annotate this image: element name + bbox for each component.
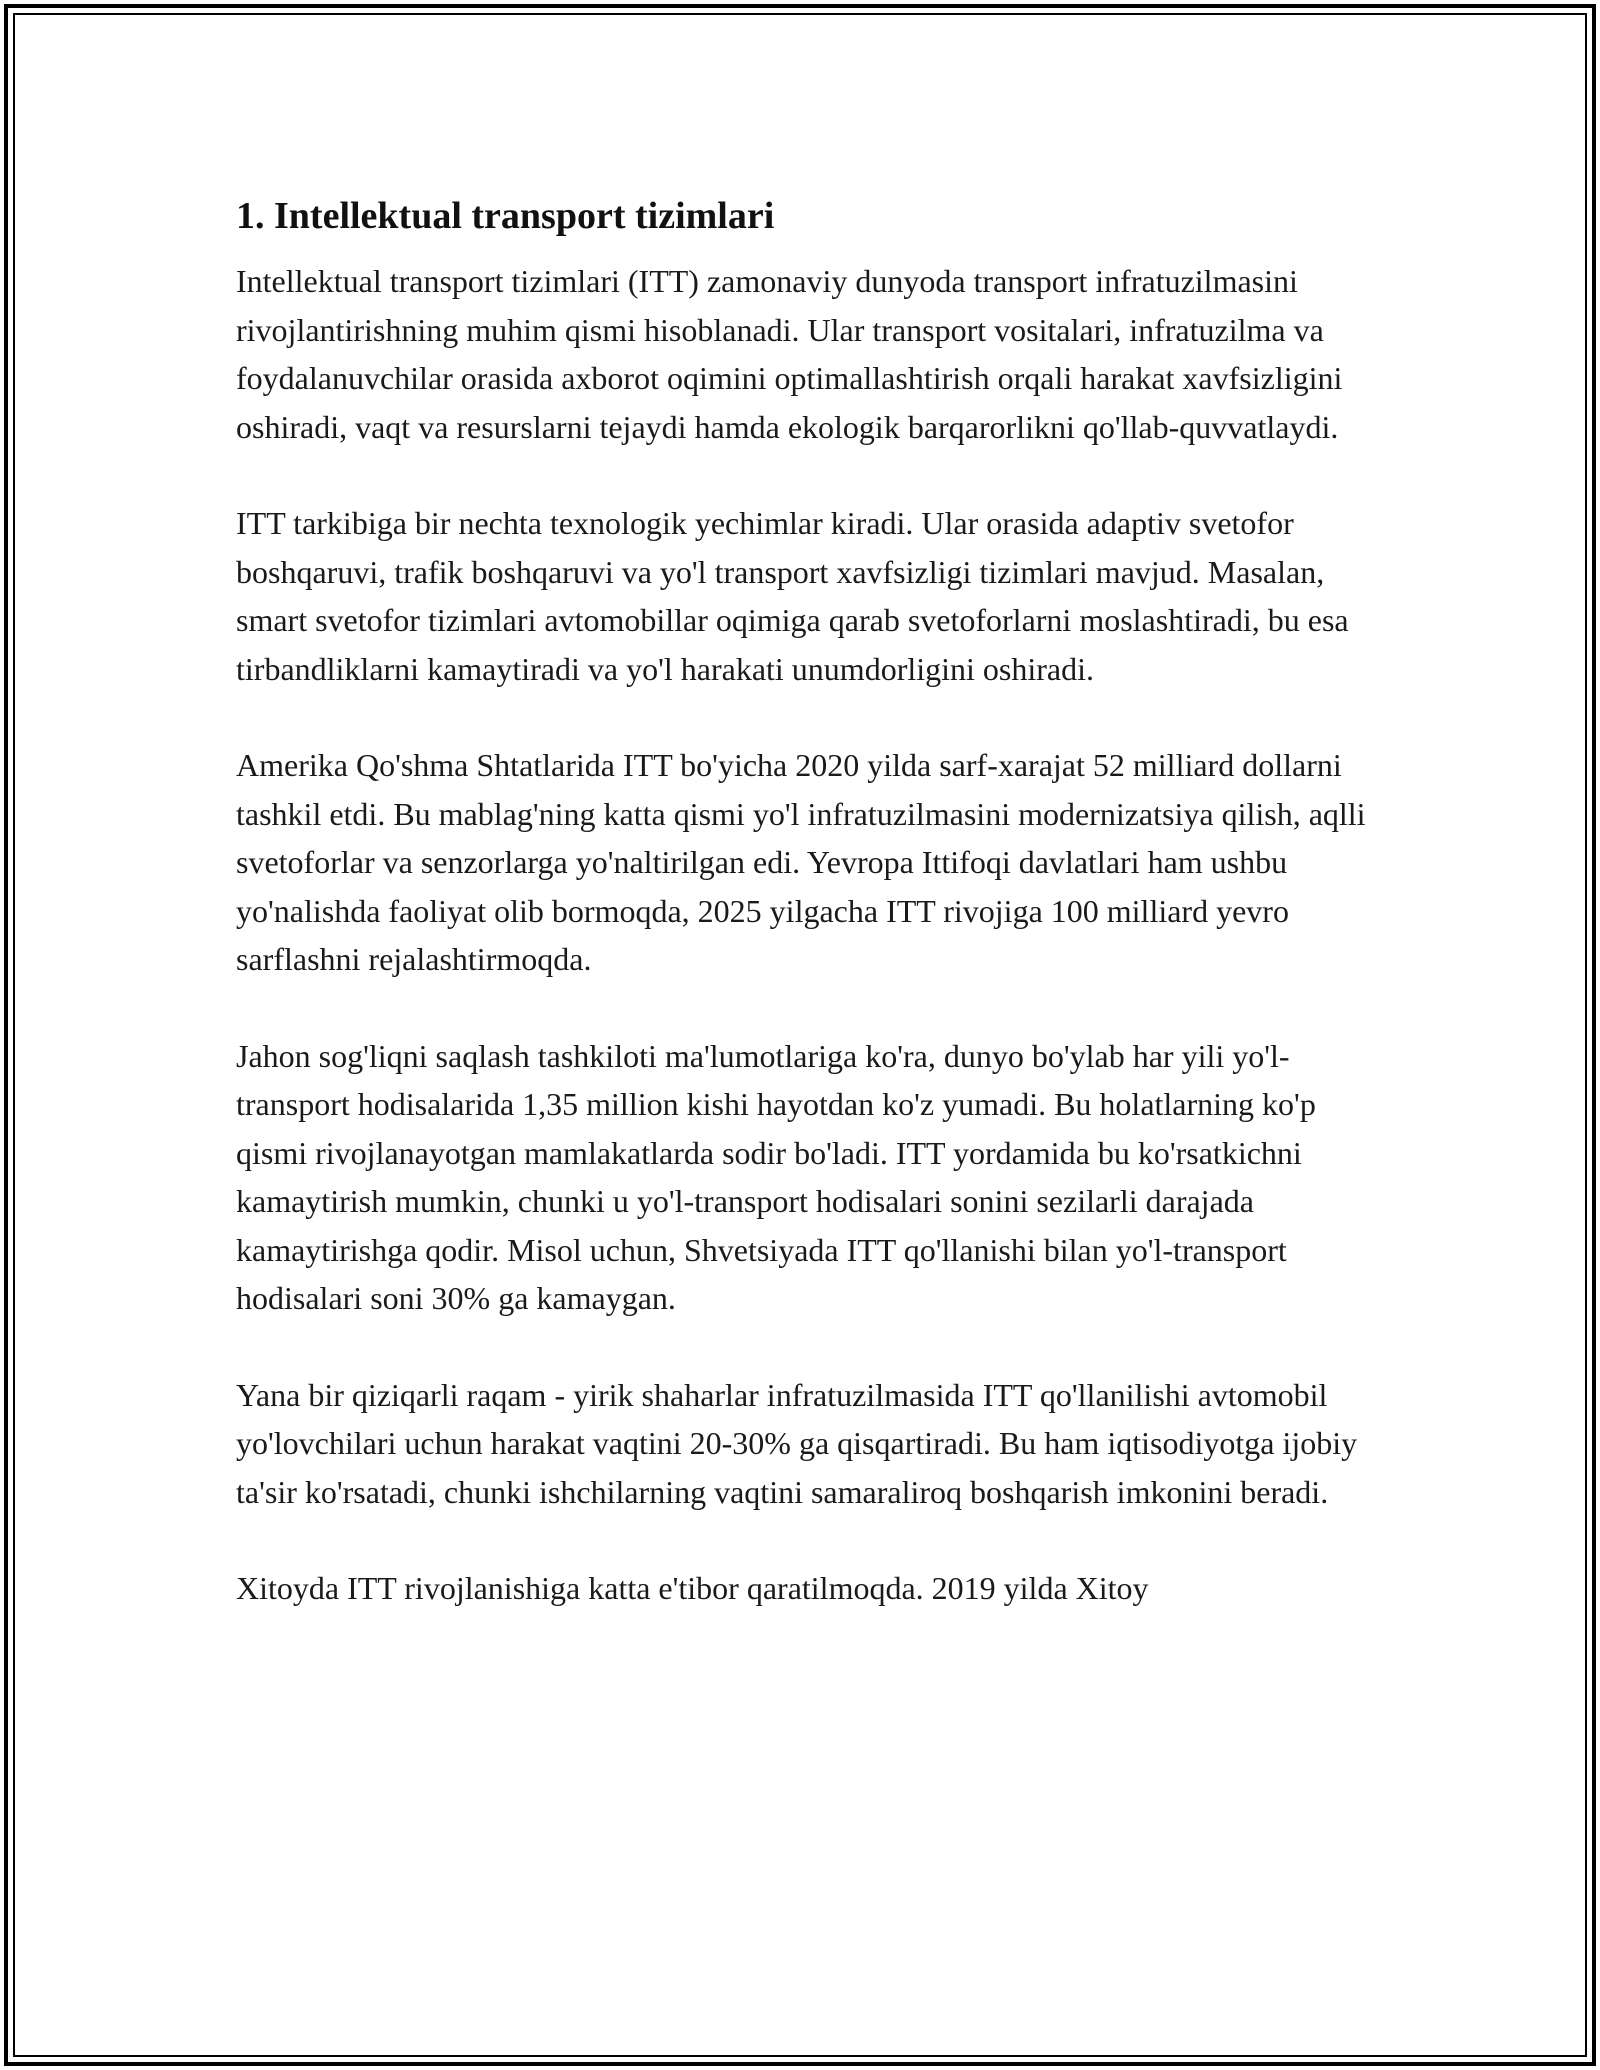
paragraph-5: Yana bir qiziqarli raqam - yirik shaharlar infratuzilmasida ITT qo'llanilishi avtomobil yo'lovchilari uchun harakat vaqtini 20-30% ga qisqartiradi. Bu ham iqtisodiyotga ijobiy ta'sir ko'rsatadi, chunki ishchilarning vaqtini samaraliroq boshqarish imkonini beradi.	[236, 1376, 1358, 1510]
paragraph-3: Amerika Qo'shma Shtatlarida ITT bo'yicha 2020 yilda sarf-xarajat 52 milliard dollarni tashkil etdi. Bu mablag'ning katta qismi yo'l infratuzilmasini modernizatsiya qilish, aqlli svetoforlar va senzorlarga yo'naltirilgan edi. Yevropa Ittifoqi davlatlari ham ushbu yo'nalishda faoliyat olib bormoqda, 2025 yilgacha ITT rivojiga 100 milliard yevro sarflashni rejalashtirmoqda.	[236, 747, 1366, 977]
paragraph-1: Intellektual transport tizimlari (ITT) zamonaviy dunyoda transport infratuzilmasini rivojlantirishning muhim qismi hisoblanadi. Ular transport vositalari, infratuzilma va foydalanuvchilar orasida axborot oqimini optimallashtirish orqali harakat xavfsizligini oshiradi, vaqt va resurslarni tejaydi hamda ekologik barqarorlikni qo'llab-quvvatlaydi.	[236, 263, 1343, 445]
paragraph-2: ITT tarkibiga bir nechta texnologik yechimlar kiradi. Ular orasida adaptiv svetofor boshqaruvi, trafik boshqaruvi va yo'l transport xavfsizligi tizimlari mavjud. Masalan, smart svetofor tizimlari avtomobillar oqimiga qarab svetoforlarni moslashtiradi, bu esa tirbandliklarni kamaytiradi va yo'l harakati unumdorligini oshiradi.	[236, 505, 1349, 687]
section-heading: 1. Intellektual transport tizimlari	[236, 195, 775, 237]
document-page	[236, 188, 1366, 1613]
paragraph-4: Jahon sog'liqni saqlash tashkiloti ma'lumotlariga ko'ra, dunyo bo'ylab har yili yo'l-transport hodisalarida 1,35 million kishi hayotdan ko'z yumadi. Bu holatlarning ko'p qismi rivojlanayotgan mamlakatlarda sodir bo'ladi. ITT yordamida bu ko'rsatkichni kamaytirish mumkin, chunki u yo'l-transport hodisalari sonini sezilarli darajada kamaytirishga qodir. Misol uchun, Shvetsiyada ITT qo'llanishi bilan yo'l-transport hodisalari soni 30% ga kamaygan.	[236, 1037, 1316, 1316]
paragraph-6: Xitoyda ITT rivojlanishiga katta e'tibor qaratilmoqda. 2019 yilda Xitoy	[236, 1570, 1149, 1606]
